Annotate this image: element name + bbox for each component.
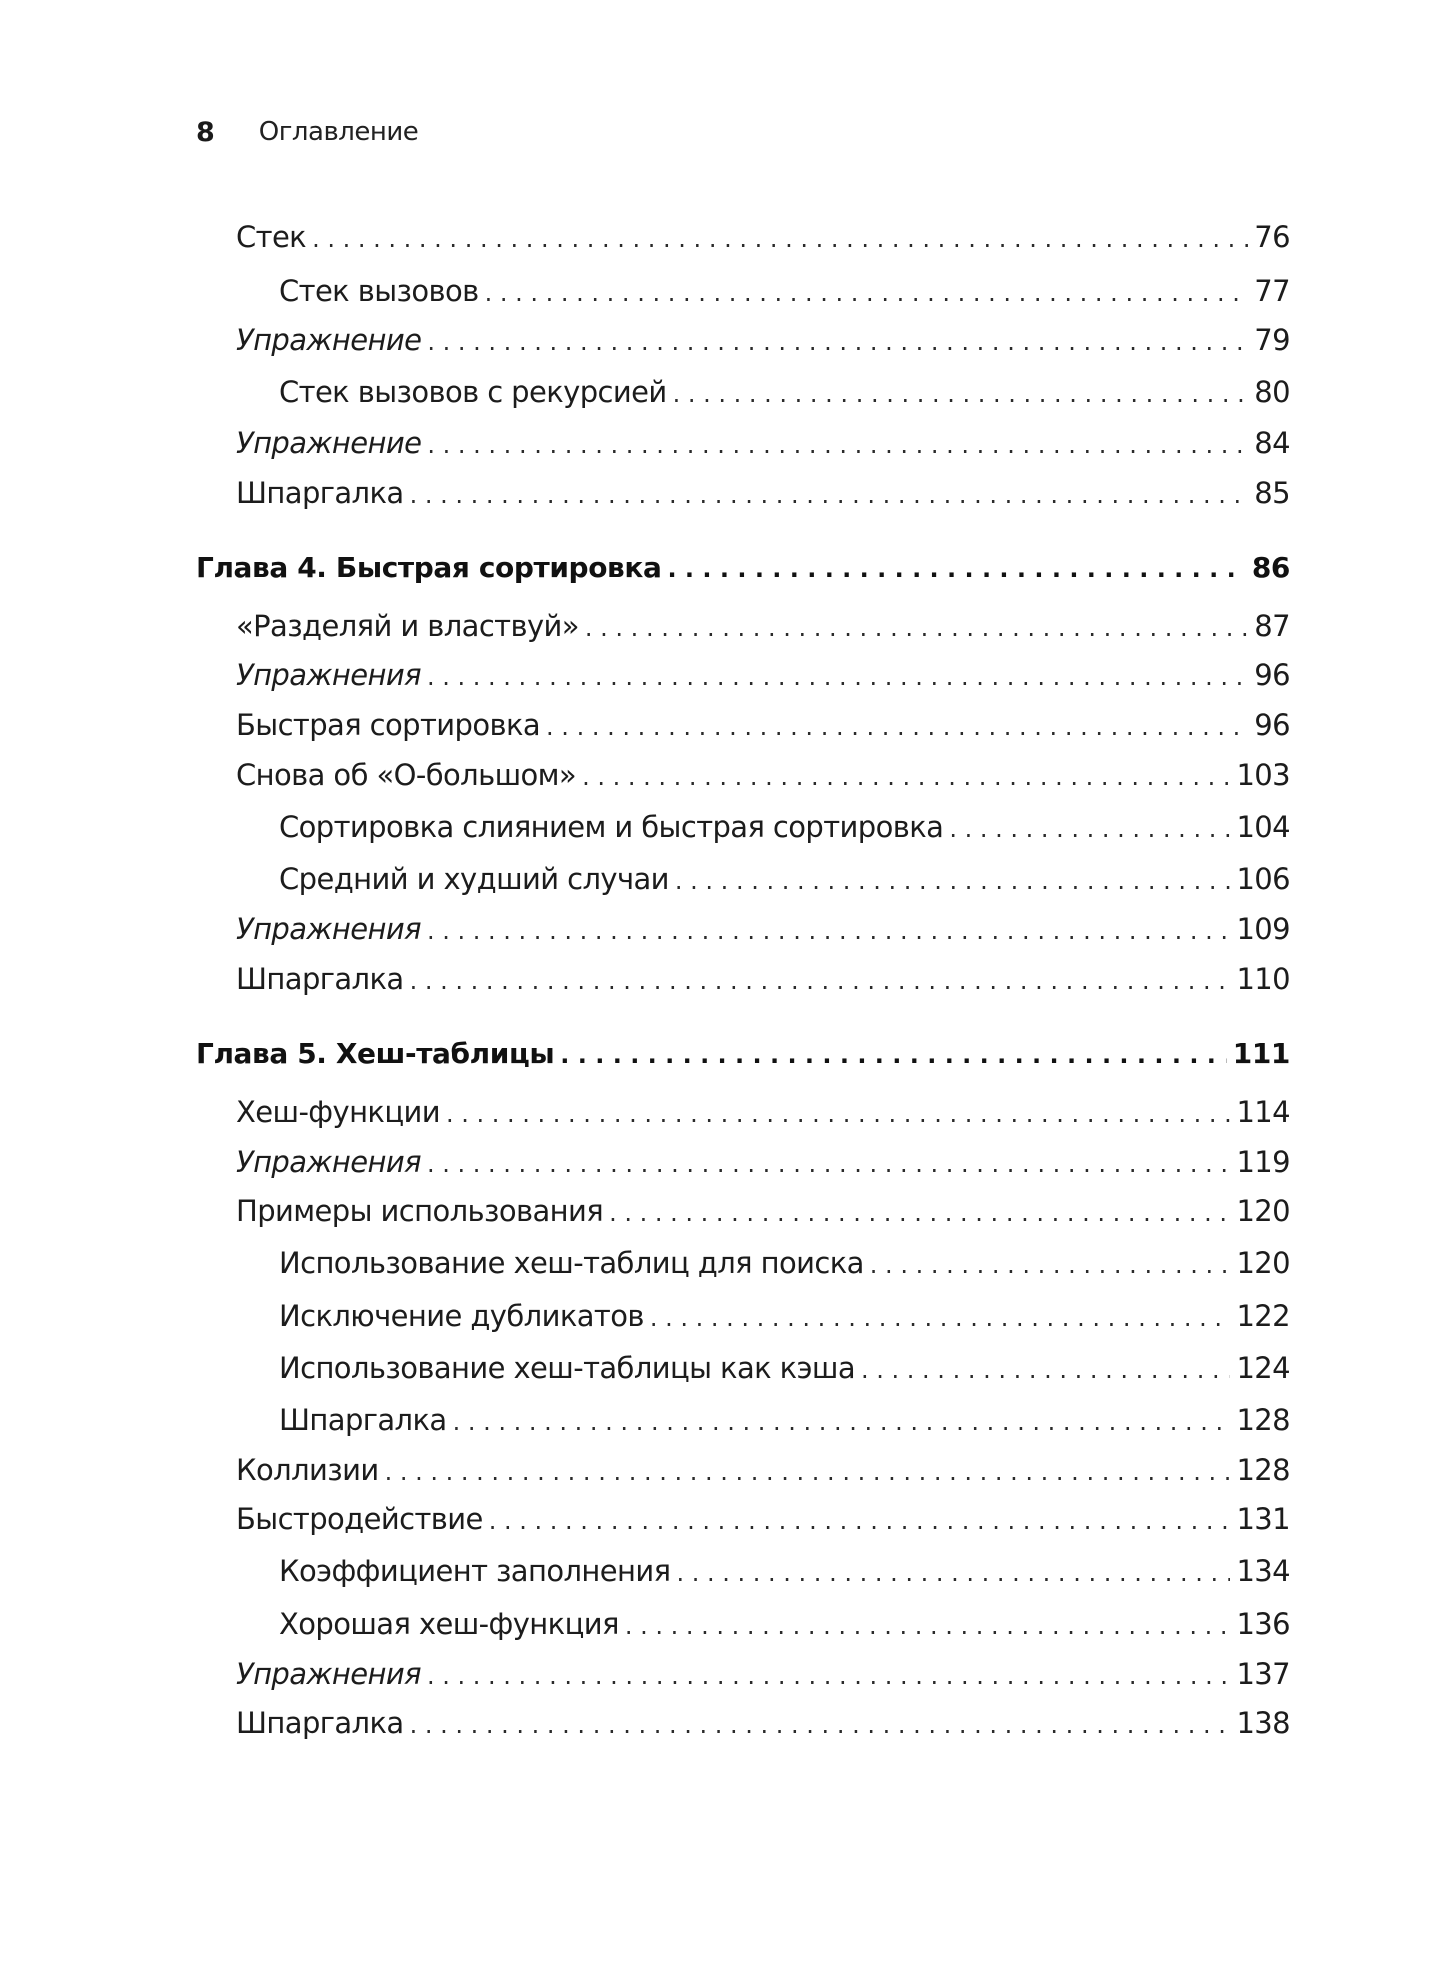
dot-leader	[609, 1199, 1230, 1227]
dot-leader	[861, 1356, 1230, 1384]
toc-entry-page: 122	[1236, 1299, 1290, 1333]
toc-entry-page: 119	[1236, 1145, 1290, 1179]
toc-entry-title: Шпаргалка	[279, 1403, 447, 1437]
toc-entry-title: Упражнения	[236, 1145, 421, 1179]
toc-entry[interactable]	[236, 912, 1290, 956]
toc-entry-page: 80	[1254, 375, 1290, 409]
dot-leader	[446, 1100, 1230, 1128]
dot-leader	[427, 917, 1230, 945]
toc-entry-page: 120	[1236, 1194, 1290, 1228]
toc-entry[interactable]	[279, 862, 1290, 906]
toc-entry-title: Коэффициент заполнения	[279, 1554, 671, 1588]
page-number: 8	[196, 116, 215, 148]
toc-entry[interactable]	[236, 1095, 1290, 1139]
toc-chapter-heading[interactable]	[196, 551, 1290, 595]
toc-entry[interactable]	[279, 1299, 1290, 1343]
dot-leader	[427, 328, 1248, 356]
toc-entry-page: 106	[1236, 862, 1290, 896]
toc-entry-title: Сортировка слиянием и быстрая сортировка	[279, 810, 944, 844]
toc-entry-page: 87	[1254, 609, 1290, 643]
toc-entry[interactable]	[279, 1554, 1290, 1598]
dot-leader	[427, 1662, 1230, 1690]
dot-leader	[675, 867, 1231, 895]
toc-entry-title: Быстродействие	[236, 1502, 483, 1536]
dot-leader	[489, 1507, 1231, 1535]
running-head: Оглавление	[258, 117, 419, 147]
toc-entry-title: Шпаргалка	[236, 476, 404, 510]
dot-leader	[410, 967, 1231, 995]
toc-entry[interactable]	[236, 1657, 1290, 1701]
toc-entry-page: 136	[1236, 1607, 1290, 1641]
toc-entry-page: 114	[1236, 1095, 1290, 1129]
toc-entry-title: Средний и худший случаи	[279, 862, 669, 896]
toc-entry-page: 128	[1236, 1453, 1290, 1487]
toc-entry-title: Примеры использования	[236, 1194, 604, 1228]
toc-entry[interactable]	[236, 1145, 1290, 1189]
toc-entry[interactable]	[236, 609, 1290, 653]
toc-entry-page: 104	[1236, 810, 1290, 844]
dot-leader	[385, 1458, 1231, 1486]
toc-entry-page: 110	[1236, 962, 1290, 996]
toc-entry-page: 124	[1236, 1351, 1290, 1385]
dot-leader	[546, 713, 1248, 741]
toc-entry-title: Коллизии	[236, 1453, 379, 1487]
toc-entry-title: Использование хеш-таблиц для поиска	[279, 1246, 864, 1280]
dot-leader	[485, 279, 1249, 307]
toc-entry-title: Хеш-функции	[236, 1095, 440, 1129]
toc-entry-title: Шпаргалка	[236, 962, 404, 996]
toc-entry[interactable]	[236, 758, 1290, 802]
dot-leader	[625, 1612, 1231, 1640]
toc-entry-page: 138	[1236, 1706, 1290, 1740]
toc-entry-title: Упражнения	[236, 658, 421, 692]
toc-entry[interactable]	[236, 1194, 1290, 1238]
dot-leader	[949, 815, 1230, 843]
toc-entry-page: 128	[1236, 1403, 1290, 1437]
toc-entry-page: 103	[1236, 758, 1290, 792]
toc-entry-page: 79	[1254, 323, 1290, 357]
toc-entry[interactable]	[236, 476, 1290, 520]
toc-entry[interactable]	[279, 810, 1290, 854]
toc-entry-title: Упражнения	[236, 1657, 421, 1691]
toc-entry[interactable]	[236, 962, 1290, 1006]
toc-entry[interactable]	[279, 1607, 1290, 1651]
dot-leader	[560, 1041, 1226, 1069]
toc-entry[interactable]	[279, 274, 1290, 318]
dot-leader	[667, 555, 1245, 583]
toc-entry-page: 137	[1236, 1657, 1290, 1691]
toc-entry[interactable]	[236, 708, 1290, 752]
dot-leader	[410, 481, 1249, 509]
toc-entry-page: 131	[1236, 1502, 1290, 1536]
toc-entry-title: Упражнение	[236, 426, 422, 460]
toc-chapter-title: Глава 4. Быстрая сортировка	[196, 551, 662, 584]
dot-leader	[427, 431, 1248, 459]
toc-entry-page: 134	[1236, 1554, 1290, 1588]
toc-entry-page: 109	[1236, 912, 1290, 946]
toc-entry-page: 85	[1254, 476, 1290, 510]
toc-chapter-heading[interactable]	[196, 1037, 1290, 1081]
dot-leader	[870, 1251, 1231, 1279]
dot-leader	[427, 1150, 1230, 1178]
toc-chapter-page: 86	[1251, 551, 1290, 584]
toc-entry-page: 77	[1254, 274, 1290, 308]
dot-leader	[582, 763, 1230, 791]
dot-leader	[427, 663, 1248, 691]
dot-leader	[650, 1304, 1231, 1332]
toc-entry-title: Снова об «О-большом»	[236, 758, 577, 792]
toc-entry[interactable]	[236, 220, 1290, 264]
toc-entry-title: Упражнения	[236, 912, 421, 946]
toc-entry[interactable]	[279, 1246, 1290, 1290]
toc-entry-title: Хорошая хеш-функция	[279, 1607, 619, 1641]
toc-chapter-title: Глава 5. Хеш-таблицы	[196, 1037, 555, 1070]
toc-entry[interactable]	[236, 658, 1290, 702]
dot-leader	[453, 1408, 1231, 1436]
toc-entry-page: 120	[1236, 1246, 1290, 1280]
dot-leader	[312, 225, 1248, 253]
toc-entry[interactable]	[236, 426, 1290, 470]
toc-entry-title: Шпаргалка	[236, 1706, 404, 1740]
toc-entry-title: Стек вызовов с рекурсией	[279, 375, 667, 409]
toc-entry-title: Стек вызовов	[279, 274, 479, 308]
toc-chapter-page: 111	[1232, 1037, 1290, 1070]
toc-entry-page: 96	[1254, 708, 1290, 742]
dot-leader	[585, 614, 1248, 642]
toc-entry-title: Использование хеш-таблицы как кэша	[279, 1351, 856, 1385]
toc-entry[interactable]	[279, 1351, 1290, 1395]
toc-entry-page: 84	[1254, 426, 1290, 460]
toc-entry-page: 96	[1254, 658, 1290, 692]
toc-entry-title: Стек	[236, 220, 307, 254]
toc-entry-title: Упражнение	[236, 323, 422, 357]
toc-entry-title: Исключение дубликатов	[279, 1299, 644, 1333]
toc-entry[interactable]	[236, 1453, 1290, 1497]
toc-entry[interactable]	[279, 1403, 1290, 1447]
dot-leader	[410, 1711, 1231, 1739]
toc-entry-title: Быстрая сортировка	[236, 708, 541, 742]
toc-entry-page: 76	[1254, 220, 1290, 254]
dot-leader	[676, 1559, 1230, 1587]
toc-entry[interactable]	[236, 323, 1290, 367]
toc-entry[interactable]	[236, 1502, 1290, 1546]
dot-leader	[673, 380, 1249, 408]
toc-entry[interactable]	[236, 1706, 1290, 1750]
toc-entry-title: «Разделяй и властвуй»	[236, 609, 579, 643]
toc-entry[interactable]	[279, 375, 1290, 419]
